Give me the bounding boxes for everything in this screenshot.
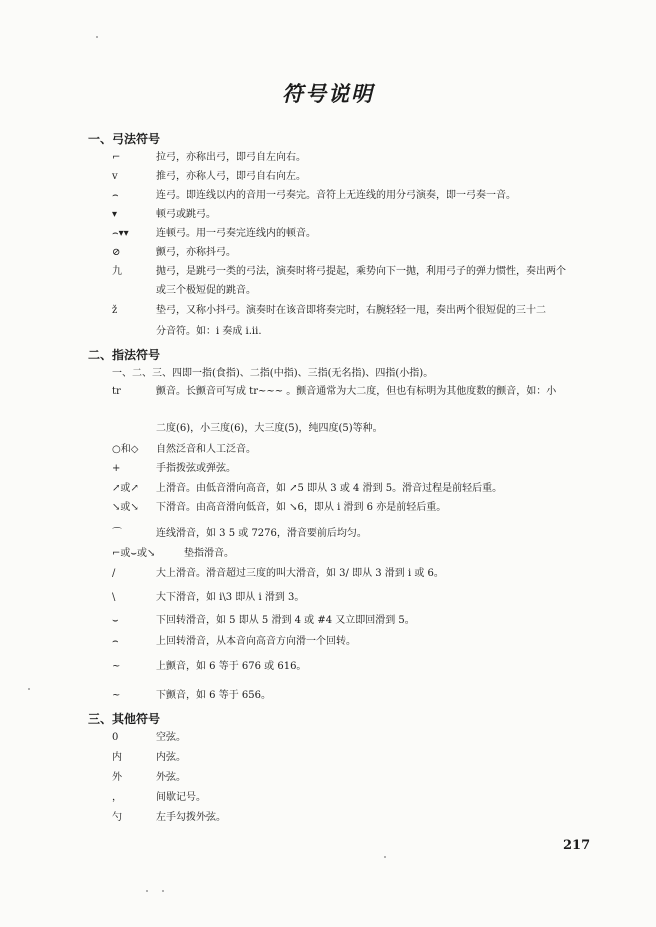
bowing-text: 垫弓，又称小抖弓。演奏时在该音即将奏完时，右腕轻轻一甩，奏出两个很短促的三十二 <box>156 305 546 316</box>
fingering-symbol: ↘或↘ <box>112 502 139 513</box>
other-symbol: 外 <box>112 772 122 783</box>
bowing-text: 分音符。如：i 奏成 i.ii. <box>156 326 262 337</box>
fingering-symbol: ~ <box>112 690 121 701</box>
fingering-symbol: ⌢ <box>112 636 119 647</box>
fingering-symbol: ⌐或⌣或↘ <box>112 548 156 559</box>
page-title: 符号说明 <box>282 82 374 106</box>
bowing-symbol: ▾ <box>112 209 118 220</box>
scan-speck <box>162 890 164 892</box>
bowing-text: 连顿弓。用一弓奏完连线内的顿音。 <box>156 228 316 239</box>
other-text: 间歇记号。 <box>156 792 206 803</box>
fingering-text: 下滑音。由高音滑向低音，如 ↘6，即从 i 滑到 6 亦是前轻后重。 <box>156 502 447 513</box>
fingering-symbol: ~ <box>112 661 121 672</box>
fingering-symbol: \ <box>112 592 116 603</box>
page-number: 217 <box>563 838 591 853</box>
fingering-symbol: tr <box>112 386 121 397</box>
bowing-symbol: ⌢ <box>112 190 119 201</box>
fingering-text: 上回转滑音，从本音向高音方向滑一个回转。 <box>156 636 356 647</box>
other-text: 内弦。 <box>156 752 186 763</box>
fingering-intro: 一、二、三、四即一指(食指)、二指(中指)、三指(无名指)、四指(小指)。 <box>112 368 434 379</box>
fingering-symbol: + <box>112 463 121 474</box>
fingering-text: 颤音。长颤音可写成 tr~~~ 。颤音通常为大二度，但也有标明为其他度数的颤音，如：小 <box>156 386 557 397</box>
fingering-text: 连线滑音，如 3 5 或 7276，滑音要前后均匀。 <box>156 528 367 539</box>
other-text: 外弦。 <box>156 772 186 783</box>
bowing-text: 推弓，亦称人弓，即弓自右向左。 <box>156 171 306 182</box>
bowing-text: 顿弓或跳弓。 <box>156 209 216 220</box>
bowing-symbol: v <box>112 171 118 182</box>
fingering-text: 上滑音。由低音滑向高音，如 ↗5 即从 3 或 4 滑到 5。滑音过程是前轻后重。 <box>156 483 503 494</box>
scan-speck <box>28 688 30 690</box>
section-heading-other: 三、其他符号 <box>88 712 161 726</box>
bowing-text: 或三个极短促的跳音。 <box>156 285 256 296</box>
fingering-symbol: ⌒ <box>112 528 122 539</box>
bowing-symbol: ⊘ <box>112 247 121 258</box>
bowing-text: 抛弓，是跳弓一类的弓法，演奏时将弓提起，乘势向下一抛，利用弓子的弹力惯性，奏出两个 <box>156 266 566 277</box>
scan-speck <box>96 36 98 38</box>
scan-speck <box>146 890 148 892</box>
fingering-text: 下回转滑音，如 5 即从 5 滑到 4 或 #4 又立即回滑到 5。 <box>156 615 415 626</box>
other-symbol: ， <box>112 792 122 803</box>
bowing-text: 连弓。即连线以内的音用一弓奏完。音符上无连线的用分弓演奏，即一弓奏一音。 <box>156 190 516 201</box>
fingering-text: 自然泛音和人工泛音。 <box>156 444 256 455</box>
fingering-text: 大下滑音，如 i\3 即从 i 滑到 3。 <box>156 592 305 603</box>
other-symbol: 0 <box>112 732 119 743</box>
other-text: 左手勾拨外弦。 <box>156 812 226 823</box>
fingering-text: 二度(6)，小三度(6)，大三度(5)，纯四度(5)等种。 <box>156 423 383 434</box>
section-heading-bowing: 一、弓法符号 <box>88 132 161 146</box>
fingering-symbol: ○和◇ <box>112 444 139 455</box>
other-symbol: 勺 <box>112 812 122 823</box>
fingering-text: 大上滑音。滑音超过三度的叫大滑音，如 3/ 即从 3 滑到 i 或 6。 <box>156 568 444 579</box>
other-symbol: 内 <box>112 752 122 763</box>
bowing-symbol: ⌐ <box>112 152 121 163</box>
fingering-text: 手指拨弦或弹弦。 <box>156 463 236 474</box>
fingering-symbol: ⌣ <box>112 615 119 626</box>
fingering-text: 下颤音，如 6 等于 656。 <box>156 690 271 701</box>
other-text: 空弦。 <box>156 732 186 743</box>
scan-speck <box>384 856 386 858</box>
fingering-text: 上颤音，如 6 等于 676 或 616。 <box>156 661 307 672</box>
bowing-text: 颤弓，亦称抖弓。 <box>156 247 236 258</box>
fingering-symbol: / <box>112 568 116 579</box>
bowing-symbol: 九 <box>112 266 122 277</box>
fingering-symbol: ↗或↗ <box>112 483 139 494</box>
bowing-symbol: ž <box>112 305 118 316</box>
section-heading-fingering: 二、指法符号 <box>88 348 161 362</box>
bowing-symbol: ⌢▾▾ <box>112 228 129 239</box>
bowing-text: 拉弓，亦称出弓，即弓自左向右。 <box>156 152 306 163</box>
fingering-text: 垫指滑音。 <box>184 548 234 559</box>
